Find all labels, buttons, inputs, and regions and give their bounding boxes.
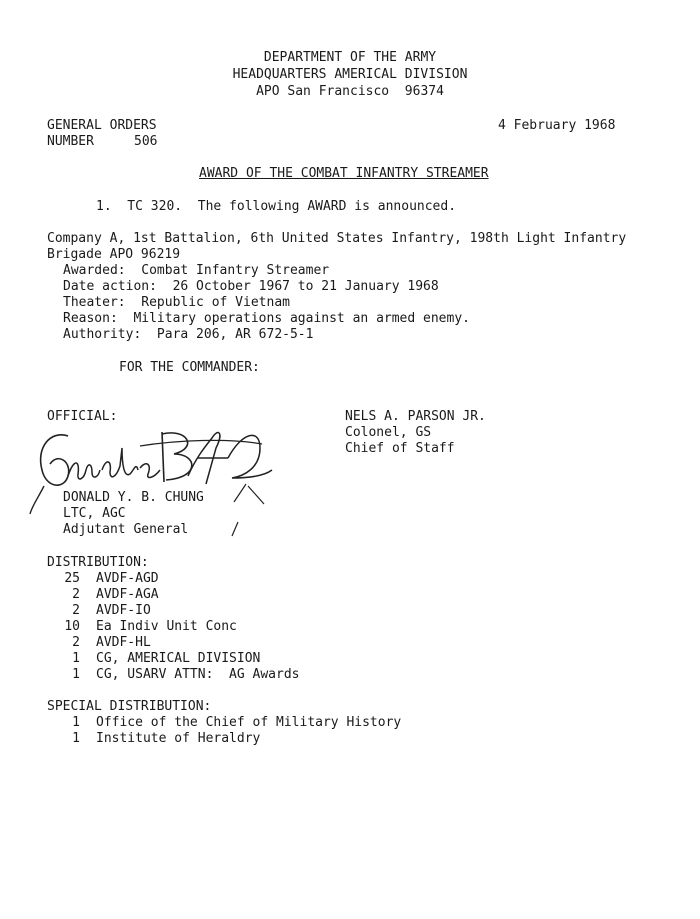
distribution-recipient: CG, USARV ATTN: AG Awards	[96, 667, 300, 682]
special-distribution-recipient: Office of the Chief of Military History	[96, 715, 402, 730]
order-title: AWARD OF THE COMBAT INFANTRY STREAMER	[199, 166, 489, 181]
special-distribution-count: 1	[72, 715, 80, 730]
distribution-recipient: Ea Indiv Unit Conc	[96, 619, 237, 634]
detail-theater: Theater: Republic of Vietnam	[63, 295, 290, 310]
distribution-count: 2	[72, 603, 80, 618]
orders-date: 4 February 1968	[498, 118, 616, 133]
header-apo: APO San Francisco 96374	[256, 84, 444, 99]
distribution-count: 2	[72, 587, 80, 602]
special-distribution-recipient: Institute of Heraldry	[96, 731, 261, 746]
chief-title: Chief of Staff	[345, 441, 455, 456]
detail-awarded: Awarded: Combat Infantry Streamer	[63, 263, 330, 278]
distribution-count: 1	[72, 651, 80, 666]
signature-stroke	[228, 482, 278, 542]
distribution-count: 25	[64, 571, 80, 586]
detail-authority: Authority: Para 206, AR 672-5-1	[63, 327, 314, 342]
unit-line-1: Company A, 1st Battalion, 6th United States Infantry, 198th Light Infantry	[47, 231, 627, 246]
distribution-count: 2	[72, 635, 80, 650]
special-distribution-heading: SPECIAL DISTRIBUTION:	[47, 699, 212, 714]
detail-reason: Reason: Military operations against an armed enemy.	[63, 311, 470, 326]
paragraph-1: 1. TC 320. The following AWARD is announced.	[96, 199, 457, 214]
orders-number-label: NUMBER	[47, 134, 94, 149]
distribution-recipient: AVDF-HL	[96, 635, 151, 650]
adjutant-rank: LTC, AGC	[63, 506, 126, 521]
distribution-count: 10	[64, 619, 80, 634]
for-the-commander: FOR THE COMMANDER:	[119, 360, 260, 375]
header-headquarters: HEADQUARTERS AMERICAL DIVISION	[232, 67, 468, 82]
adjutant-title: Adjutant General	[63, 522, 189, 537]
chief-name: NELS A. PARSON JR.	[345, 409, 486, 424]
distribution-recipient: CG, AMERICAL DIVISION	[96, 651, 261, 666]
chief-rank: Colonel, GS	[345, 425, 432, 440]
distribution-recipient: AVDF-AGD	[96, 571, 159, 586]
distribution-heading: DISTRIBUTION:	[47, 555, 149, 570]
unit-line-2: Brigade APO 96219	[47, 247, 181, 262]
distribution-recipient: AVDF-AGA	[96, 587, 159, 602]
header-department: DEPARTMENT OF THE ARMY	[263, 50, 437, 65]
distribution-count: 1	[72, 667, 80, 682]
detail-date-action: Date action: 26 October 1967 to 21 January 1968	[63, 279, 439, 294]
orders-type: GENERAL ORDERS	[47, 118, 157, 133]
special-distribution-count: 1	[72, 731, 80, 746]
official-label: OFFICIAL:	[47, 409, 118, 424]
adjutant-name: DONALD Y. B. CHUNG	[63, 490, 204, 505]
orders-number: 506	[134, 134, 158, 149]
distribution-recipient: AVDF-IO	[96, 603, 151, 618]
